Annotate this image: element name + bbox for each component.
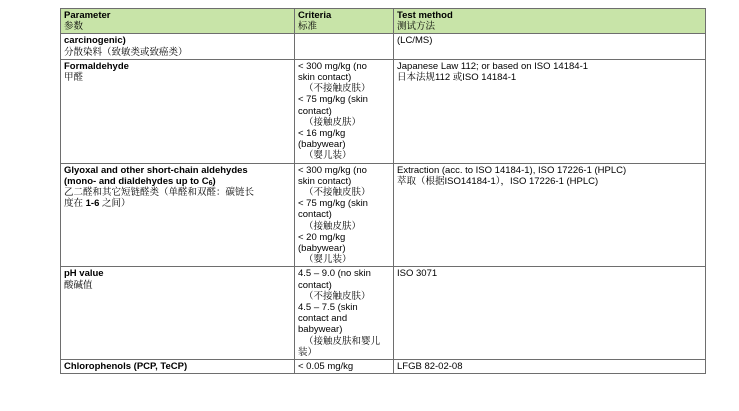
header-criteria-en: Criteria — [298, 10, 332, 21]
criteria-cell — [295, 34, 394, 59]
parameter-name-cn-part: 1-6 — [85, 198, 100, 210]
header-test-method — [394, 9, 706, 34]
parameter-name-cn-part: 之间） — [99, 198, 131, 210]
method-line: Japanese Law 112; or based on ISO 14184-1 — [397, 60, 589, 72]
criteria-line: （不接触皮肤） — [304, 83, 371, 95]
parameter-name-en: pH value — [64, 268, 104, 280]
parameter-name-en: Glyoxal and other short-chain aldehydes — [64, 164, 248, 176]
header-parameter-cn: 参数 — [64, 21, 84, 33]
method-line: (LC/MS) — [397, 35, 433, 47]
table-row — [61, 360, 706, 374]
criteria-line: 4.5 – 7.5 (skin — [298, 302, 358, 314]
parameter-cell — [61, 163, 295, 267]
criteria-line: contact) — [298, 105, 332, 117]
criteria-line: skin contact) — [298, 175, 352, 187]
table-row — [61, 34, 706, 59]
parameter-name-en: Formaldehyde — [64, 60, 129, 72]
criteria-line: （接触皮肤和婴儿 — [304, 335, 381, 347]
method-line: ISO 3071 — [397, 268, 438, 280]
method-cell — [394, 34, 706, 59]
parameter-name-cn: 乙二醛和其它短链醛类（单醛和双醛：碳链长 — [64, 187, 255, 199]
parameter-cell — [61, 34, 295, 59]
criteria-line: < 0.05 mg/kg — [298, 361, 354, 373]
criteria-cell — [295, 360, 394, 374]
parameter-cell — [61, 267, 295, 360]
table-header-row — [61, 9, 706, 34]
parameter-name-en-part: ) — [212, 175, 216, 187]
criteria-line: （接触皮肤） — [304, 116, 362, 128]
parameter-name-en-cont — [64, 176, 291, 187]
criteria-cell — [295, 163, 394, 267]
parameter-name-en-part: (mono- and dialdehydes up to C — [64, 175, 209, 187]
criteria-cell — [295, 267, 394, 360]
criteria-line: contact) — [298, 209, 332, 221]
criteria-line: （不接触皮肤） — [304, 290, 371, 302]
table-row — [61, 163, 706, 267]
parameter-name-cn: 分散染料（致敏类或致癌类） — [64, 46, 188, 58]
criteria-line: < 75 mg/kg (skin — [298, 198, 368, 210]
header-parameter-en: Parameter — [64, 10, 111, 21]
criteria-line: skin contact) — [298, 72, 352, 84]
method-line: LFGB 82-02-08 — [397, 361, 463, 373]
header-method-en: Test method — [397, 10, 453, 21]
criteria-line: (babywear) — [298, 139, 346, 151]
parameter-name-cn-cont — [64, 198, 291, 209]
criteria-line: contact and — [298, 313, 348, 325]
criteria-line: （婴儿装） — [304, 150, 352, 162]
parameter-name-en: carcinogenic) — [64, 35, 126, 47]
criteria-line: 装） — [298, 346, 318, 358]
parameter-cell — [61, 59, 295, 163]
criteria-line: （接触皮肤） — [304, 220, 362, 232]
method-cell — [394, 59, 706, 163]
table-row — [61, 59, 706, 163]
criteria-line: babywear) — [298, 324, 343, 336]
header-parameter — [61, 9, 295, 34]
criteria-line: < 300 mg/kg (no — [298, 60, 367, 72]
method-cell — [394, 163, 706, 267]
parameter-name-cn: 酸碱值 — [64, 279, 93, 291]
criteria-line: （婴儿装） — [304, 254, 352, 266]
parameter-cell — [61, 360, 295, 374]
subscript-carbon-count: 6 — [208, 179, 213, 187]
method-cell — [394, 360, 706, 374]
criteria-line: < 300 mg/kg (no — [298, 164, 367, 176]
criteria-line: contact) — [298, 279, 332, 291]
criteria-line: （不接触皮肤） — [304, 187, 371, 199]
criteria-line: < 16 mg/kg — [298, 128, 346, 140]
header-method-cn: 测试方法 — [397, 21, 436, 33]
criteria-line: < 75 mg/kg (skin — [298, 94, 368, 106]
criteria-cell — [295, 59, 394, 163]
parameter-name-cn: 甲醛 — [64, 72, 84, 84]
method-line: 日本法规112 或ISO 14184-1 — [397, 72, 517, 84]
criteria-line: (babywear) — [298, 243, 346, 255]
criteria-line: 4.5 – 9.0 (no skin — [298, 268, 371, 280]
requirements-table — [60, 8, 706, 374]
header-criteria-cn: 标准 — [298, 21, 318, 33]
method-line: 萃取（根据ISO14184-1），ISO 17226-1 (HPLC) — [397, 175, 599, 187]
parameter-name-en: Chlorophenols (PCP, TeCP) — [64, 361, 188, 373]
method-cell — [394, 267, 706, 360]
table-row — [61, 267, 706, 360]
header-criteria — [295, 9, 394, 34]
criteria-line: < 20 mg/kg — [298, 231, 346, 243]
method-line: Extraction (acc. to ISO 14184-1), ISO 17226-1 (HPLC) — [397, 164, 627, 176]
parameter-name-cn-part: 度在 — [64, 198, 86, 210]
